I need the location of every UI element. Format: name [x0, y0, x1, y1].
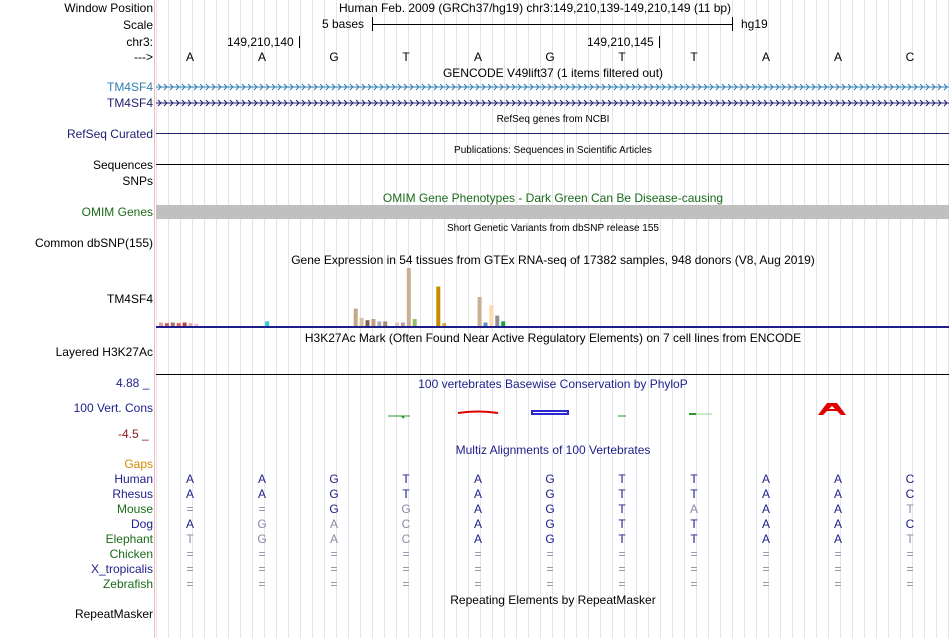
alignment-base: = [834, 547, 842, 561]
alignment-base: A [473, 472, 482, 486]
alignment-base: = [474, 547, 482, 561]
base-letter: T [618, 50, 626, 64]
assembly-position-text[interactable]: Human Feb. 2009 (GRCh37/hg19) chr3:149,210,139-149,210,149 (11 bp) [339, 1, 732, 15]
alignment-base: = [402, 547, 410, 561]
alignment-base: G [545, 487, 555, 501]
cons-plot[interactable] [156, 400, 950, 420]
gtex-bar[interactable] [478, 297, 482, 326]
species-label-rhesus[interactable]: Rhesus [112, 487, 153, 501]
alignment-base: A [185, 517, 194, 531]
gaps-label[interactable]: Gaps [124, 457, 153, 471]
gtex-bar[interactable] [401, 323, 405, 326]
scale-bar-start [372, 17, 373, 31]
cons-label[interactable]: 100 Vert. Cons [73, 401, 153, 415]
alignment-base: C [905, 472, 915, 486]
alignment-base: A [833, 517, 842, 531]
alignment-base: = [186, 562, 194, 576]
alignment-base: = [762, 577, 770, 591]
alignment-base: A [185, 472, 194, 486]
alignment-base: A [761, 472, 770, 486]
alignment-base: = [906, 577, 914, 591]
alignment-base: = [690, 562, 698, 576]
gtex-bar[interactable] [183, 323, 187, 326]
gtex-bar[interactable] [371, 319, 375, 326]
alignment-base: = [618, 562, 626, 576]
cons-title: 100 vertebrates Basewise Conservation by PhyloP [418, 377, 688, 391]
refseq-label[interactable]: RefSeq Curated [66, 127, 153, 141]
cons-mark-2 [458, 412, 498, 414]
scale-db: hg19 [741, 17, 768, 31]
alignment-base: G [329, 487, 339, 501]
alignment-base: A [473, 502, 482, 516]
base-letter: G [545, 50, 555, 64]
gtex-bar[interactable] [413, 319, 417, 326]
alignment-base: A [473, 517, 482, 531]
alignment-base: T [690, 472, 698, 486]
alignment-base: = [690, 577, 698, 591]
alignment-base: = [402, 562, 410, 576]
h3k27ac-label[interactable]: Layered H3K27Ac [55, 345, 153, 359]
species-label-x_tropicalis[interactable]: X_tropicalis [90, 562, 153, 576]
alignment-base: = [186, 577, 194, 591]
publications-title: Publications: Sequences in Scientific Articles [454, 145, 652, 156]
alignment-base: C [401, 532, 411, 546]
refseq-title: RefSeq genes from NCBI [496, 114, 610, 125]
alignment-base: A [761, 532, 770, 546]
omim-label[interactable]: OMIM Genes [81, 205, 153, 219]
alignment-base: A [329, 532, 338, 546]
repeat-title: Repeating Elements by RepeatMasker [450, 593, 656, 607]
alignment-base: = [258, 502, 266, 516]
base-letter: G [329, 50, 339, 64]
gtex-bar[interactable] [395, 323, 399, 326]
alignment-base: A [473, 487, 482, 501]
gencode-track2-label[interactable]: TM4SF4 [106, 96, 153, 110]
dbsnp-title: Short Genetic Variants from dbSNP release 155 [447, 223, 659, 234]
alignment-base: A [329, 517, 338, 531]
alignment-base: A [257, 487, 266, 501]
ruler-tick-1 [299, 36, 300, 48]
alignment-base: A [833, 487, 842, 501]
gtex-bar[interactable] [383, 321, 387, 326]
species-label-human[interactable]: Human [114, 472, 153, 486]
alignment-base: = [330, 547, 338, 561]
alignment-base: T [690, 487, 698, 501]
cons-max-label: 4.88 _ [116, 376, 150, 390]
scale-bar-end [732, 17, 733, 31]
alignment-base: = [330, 562, 338, 576]
gencode-track2-feature[interactable] [156, 97, 950, 109]
scale-label: Scale [122, 18, 153, 32]
base-letter: T [690, 50, 698, 64]
ruler-pos-2: 149,210,145 [587, 35, 654, 49]
scale-text: 5 bases [322, 17, 365, 31]
alignment-base: = [258, 547, 266, 561]
alignment-base: G [401, 502, 411, 516]
multiz-title: Multiz Alignments of 100 Vertebrates [455, 443, 651, 457]
gtex-bar[interactable] [407, 268, 411, 326]
alignment-base: G [329, 472, 339, 486]
gtex-bar[interactable] [360, 318, 364, 326]
alignment-base: = [474, 562, 482, 576]
gtex-bar[interactable] [265, 321, 269, 326]
alignment-base: A [761, 487, 770, 501]
gencode-track1-label[interactable]: TM4SF4 [106, 80, 153, 94]
alignment-base: = [402, 577, 410, 591]
alignment-base: A [473, 532, 482, 546]
alignment-base: = [258, 577, 266, 591]
species-label-elephant[interactable]: Elephant [105, 532, 153, 546]
alignment-base: = [546, 547, 554, 561]
alignment-base: A [761, 517, 770, 531]
alignment-base: T [618, 532, 626, 546]
alignment-base: T [618, 472, 626, 486]
gtex-bar-chart[interactable] [156, 268, 950, 328]
species-label-chicken[interactable]: Chicken [109, 547, 153, 561]
alignment-base: A [833, 472, 842, 486]
alignment-base: = [834, 577, 842, 591]
gtex-bar[interactable] [442, 323, 446, 326]
gtex-bar[interactable] [436, 287, 440, 326]
alignment-base: G [257, 532, 267, 546]
base-letter: A [833, 50, 842, 64]
gtex-bar[interactable] [189, 323, 193, 326]
window-position-label: Window Position [64, 1, 153, 15]
cons-mark-1b [402, 416, 404, 418]
alignment-base: A [689, 502, 698, 516]
alignment-base: A [761, 502, 770, 516]
base-letter: A [761, 50, 770, 64]
alignment-base: A [257, 472, 266, 486]
alignment-base: = [834, 562, 842, 576]
alignment-base: T [618, 502, 626, 516]
alignment-base: = [762, 547, 770, 561]
species-label-mouse[interactable]: Mouse [116, 502, 153, 516]
gtex-bar[interactable] [159, 323, 163, 326]
gtex-bar[interactable] [177, 323, 181, 326]
alignment-base: A [833, 502, 842, 516]
alignment-base: G [545, 472, 555, 486]
base-letter: T [402, 50, 410, 64]
alignment-base: G [257, 517, 267, 531]
alignment-base: T [618, 487, 626, 501]
alignment-base: C [401, 517, 411, 531]
alignment-base: = [618, 577, 626, 591]
species-label-zebrafish[interactable]: Zebrafish [102, 577, 153, 591]
gtex-bar[interactable] [194, 324, 198, 326]
alignment-base: G [329, 502, 339, 516]
alignment-base: A [833, 532, 842, 546]
alignment-base: = [186, 502, 194, 516]
alignment-base: C [905, 487, 915, 501]
alignment-base: = [186, 547, 194, 561]
alignment-base: = [762, 562, 770, 576]
alignment-base: = [906, 562, 914, 576]
base-letter: A [473, 50, 482, 64]
dbsnp-label[interactable]: Common dbSNP(155) [34, 236, 153, 250]
sequences-label[interactable]: Sequences [92, 158, 153, 172]
repeat-label[interactable]: RepeatMasker [74, 607, 153, 621]
track-divider [154, 0, 155, 638]
snps-label[interactable]: SNPs [122, 174, 153, 188]
gtex-bar[interactable] [501, 321, 505, 326]
alignment-base: = [546, 577, 554, 591]
gtex-title: Gene Expression in 54 tissues from GTEx RNA-seq of 17382 samples, 948 donors (V8, Aug 2019) [291, 253, 815, 267]
alignment-base: = [618, 547, 626, 561]
alignment-base: = [546, 562, 554, 576]
gtex-bar[interactable] [366, 320, 370, 326]
refseq-feature[interactable] [156, 133, 949, 134]
gtex-bar[interactable] [495, 316, 499, 326]
h3k27ac-baseline [156, 374, 949, 375]
gtex-label[interactable]: TM4SF4 [106, 292, 153, 306]
scale-bar [372, 24, 733, 25]
gencode-title: GENCODE V49lift37 (1 items filtered out) [442, 66, 664, 80]
strand-label: ---> [134, 50, 153, 64]
gtex-bar[interactable] [354, 309, 358, 326]
gtex-bar[interactable] [165, 323, 169, 326]
alignment-base: T [402, 487, 410, 501]
base-letter: C [905, 50, 915, 64]
ruler-pos-1: 149,210,140 [227, 35, 294, 49]
alignment-base: = [906, 547, 914, 561]
alignment-base: = [474, 577, 482, 591]
omim-feature[interactable] [156, 205, 949, 219]
alignment-base: T [402, 472, 410, 486]
chrom-label: chr3: [126, 35, 153, 49]
gtex-bar[interactable] [484, 323, 488, 326]
alignment-base: = [330, 577, 338, 591]
alignment-base: T [906, 532, 914, 546]
alignment-base: T [690, 517, 698, 531]
gtex-baseline [156, 326, 949, 328]
ruler-tick-2 [659, 36, 660, 48]
base-letter: A [257, 50, 266, 64]
alignment-base: T [618, 517, 626, 531]
cons-min-label: -4.5 _ [118, 427, 149, 441]
h3k27ac-title: H3K27Ac Mark (Often Found Near Active Regulatory Elements) on 7 cell lines from ENCODE [304, 331, 802, 345]
omim-title: OMIM Gene Phenotypes - Dark Green Can Be Disease-causing [382, 191, 724, 205]
gencode-track1-feature[interactable] [156, 81, 950, 93]
alignment-base: = [690, 547, 698, 561]
alignment-base: = [258, 562, 266, 576]
gtex-bar[interactable] [377, 321, 381, 326]
gtex-bar[interactable] [489, 305, 493, 326]
alignment-base: T [906, 502, 914, 516]
cons-mark-6b [825, 409, 839, 411]
alignment-base: G [545, 517, 555, 531]
alignment-base: G [545, 532, 555, 546]
alignment-base: T [690, 532, 698, 546]
species-label-dog[interactable]: Dog [130, 517, 153, 531]
alignment-base: G [545, 502, 555, 516]
alignment-base: C [905, 517, 915, 531]
cons-mark-3 [532, 411, 568, 414]
gtex-bar[interactable] [171, 323, 175, 326]
base-letter: A [185, 50, 194, 64]
alignment-base: T [186, 532, 194, 546]
sequences-feature[interactable] [156, 164, 949, 165]
alignment-base: A [185, 487, 194, 501]
